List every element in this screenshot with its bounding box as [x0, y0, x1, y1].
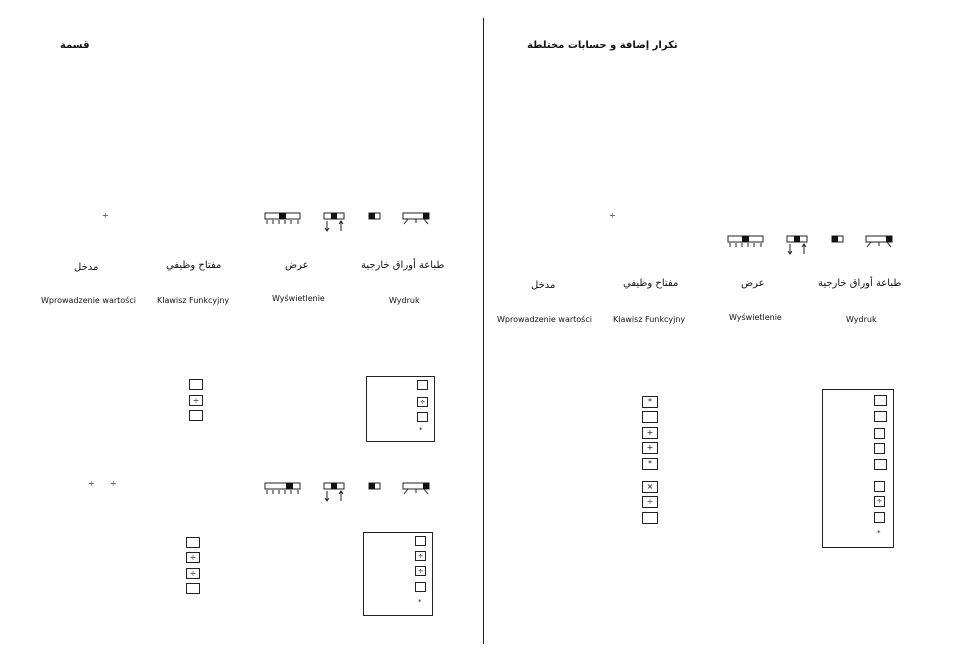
tape-2-line-2: ÷ — [415, 551, 426, 561]
left-header-function-key-pl: Klawisz Funkcyjny — [157, 296, 230, 305]
left-key-2-1 — [186, 537, 200, 548]
left-op-symbol-2b: ÷ — [110, 479, 117, 488]
right-header-display-pl: Wyświetlenie — [729, 313, 782, 322]
right-key-4: + — [642, 442, 658, 454]
right-tape-line-3 — [874, 428, 885, 439]
right-tape-line-7: ÷ — [874, 496, 885, 507]
left-op-symbol: ÷ — [102, 211, 109, 220]
left-header-display-ar: عرض — [285, 260, 309, 271]
right-key-5: * — [642, 458, 658, 470]
right-header-input-pl: Wprowadzenie wartości — [497, 315, 592, 324]
tape-2-marker: * — [418, 598, 422, 606]
right-key-2 — [642, 411, 658, 423]
tape-2-line-1 — [415, 536, 426, 546]
right-tape-line-4 — [874, 443, 885, 454]
left-header-function-key-ar: مفتاح وظيفي — [166, 260, 222, 271]
tape-2-line-3: ÷ — [415, 566, 426, 576]
left-key-2-2: ÷ — [186, 552, 200, 563]
right-printout-tape — [822, 389, 894, 548]
left-header-print-pl: Wydruk — [389, 296, 420, 305]
left-key-2-3: ÷ — [186, 568, 200, 579]
left-header-print-ar: طباعة أوراق خارجية — [361, 260, 445, 271]
left-op-symbol-2a: ÷ — [88, 479, 95, 488]
right-header-display-ar: عرض — [741, 278, 765, 289]
right-header-print-pl: Wydruk — [846, 315, 877, 324]
right-key-3: + — [642, 427, 658, 439]
right-op-symbol: ÷ — [609, 211, 616, 220]
tape-1-line-3 — [417, 412, 428, 422]
right-tape-line-1 — [874, 395, 887, 406]
left-key-2-4 — [186, 583, 200, 594]
right-key-8 — [642, 512, 658, 524]
right-key-1: * — [642, 396, 658, 408]
right-tape-line-8 — [874, 512, 885, 523]
left-key-1-1 — [189, 379, 203, 390]
left-switch-icons-2 — [264, 482, 444, 504]
tape-1-line-2: ÷ — [417, 397, 428, 407]
right-key-7: ÷ — [642, 496, 658, 508]
right-header-function-key-ar: مفتاح وظيفي — [623, 278, 679, 289]
left-printout-tape-2 — [363, 532, 433, 616]
left-section-title: قسمة — [60, 40, 90, 51]
right-header-input-ar: مدخل — [531, 280, 556, 291]
left-header-display-pl: Wyświetlenie — [272, 294, 325, 303]
left-switch-icons-1 — [264, 212, 444, 234]
tape-2-line-4 — [415, 582, 426, 592]
left-header-input-ar: مدخل — [74, 262, 99, 273]
right-tape-line-6 — [874, 481, 885, 492]
left-key-1-3 — [189, 410, 203, 421]
left-header-input-pl: Wprowadzenie wartości — [41, 296, 136, 305]
tape-1-line-1 — [417, 380, 428, 390]
right-tape-line-2 — [874, 411, 887, 422]
right-header-print-ar: طباعة أوراق خارجية — [818, 278, 902, 289]
right-section-title: تكرار إضافة و حسابات مختلطة — [527, 40, 678, 51]
right-key-6: × — [642, 481, 658, 493]
page-divider — [483, 18, 484, 644]
left-printout-tape-1 — [366, 376, 435, 442]
right-switch-icons — [727, 235, 907, 257]
right-tape-marker: * — [877, 529, 881, 537]
right-tape-line-5 — [874, 459, 887, 470]
right-header-function-key-pl: Klawisz Funkcyjny — [613, 315, 686, 324]
left-key-1-2: ÷ — [189, 395, 203, 406]
tape-1-marker: * — [419, 426, 423, 434]
